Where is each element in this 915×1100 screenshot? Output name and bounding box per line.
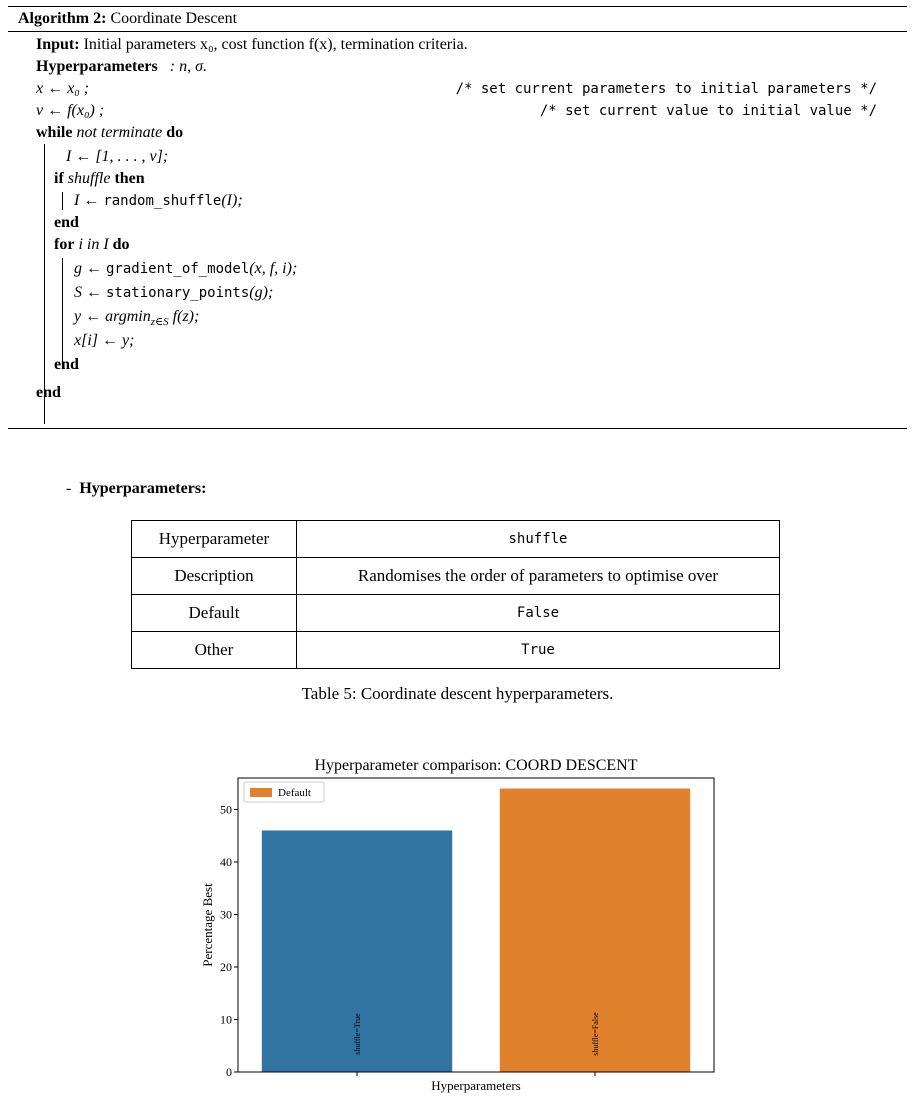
hyperparameters-table bbox=[131, 520, 780, 669]
argmin-line bbox=[74, 306, 199, 328]
shuffle-assign: I ← bbox=[74, 192, 100, 209]
bar-label: shuffle=False bbox=[591, 1012, 600, 1056]
hyperparameters-heading bbox=[66, 480, 206, 498]
y-axis-label: Percentage Best bbox=[200, 883, 215, 967]
y-tick-label: 0 bbox=[226, 1065, 232, 1079]
argmin-subscript: z∈S bbox=[150, 316, 169, 329]
heading-bullet: - bbox=[66, 480, 72, 497]
y-tick-label: 30 bbox=[220, 907, 232, 922]
for-keyword: for bbox=[54, 236, 75, 253]
stationary-line bbox=[74, 282, 273, 304]
algorithm-body bbox=[8, 32, 907, 428]
then-keyword: then bbox=[114, 170, 145, 187]
if-line bbox=[54, 168, 145, 190]
input-line bbox=[36, 34, 468, 56]
for-block-rule bbox=[62, 258, 63, 368]
while-keyword: while bbox=[36, 124, 73, 141]
table-caption: Table 5: Coordinate descent hyperparameters. bbox=[301, 684, 614, 703]
if-keyword: if bbox=[54, 170, 64, 187]
table-key: Other bbox=[132, 632, 297, 669]
stationary-function: stationary_points bbox=[106, 285, 250, 301]
table-value: True bbox=[297, 632, 780, 669]
init-x-line: x ← x₀ ; bbox=[36, 80, 90, 97]
chart-title: Hyperparameter comparison: COORD DESCENT bbox=[314, 757, 638, 774]
hyperparameters-line bbox=[36, 56, 207, 78]
shuffle-line bbox=[74, 190, 243, 212]
algorithm-label: Algorithm 2: bbox=[18, 10, 107, 27]
algorithm-title: Coordinate Descent bbox=[110, 10, 238, 27]
update-line: x[i] ← y; bbox=[74, 332, 135, 349]
if-block-rule bbox=[62, 192, 63, 210]
gradient-assign: g ← bbox=[74, 260, 102, 277]
table-key: Hyperparameter bbox=[132, 521, 297, 558]
for-condition: i in I bbox=[78, 236, 109, 253]
table-key: Default bbox=[132, 595, 297, 632]
legend-swatch bbox=[250, 788, 272, 797]
legend-label: Default bbox=[278, 787, 311, 799]
end-if: end bbox=[54, 214, 79, 231]
y-tick-label: 20 bbox=[220, 960, 232, 974]
table-value: shuffle bbox=[297, 521, 780, 558]
y-tick-label: 40 bbox=[220, 855, 232, 869]
gradient-args: (x, f, i); bbox=[249, 260, 298, 277]
shuffle-args: (I); bbox=[221, 192, 243, 209]
index-line: I ← [1, . . . , v]; bbox=[66, 148, 169, 165]
input-text: Initial parameters x₀, cost function f(x), termination criteria. bbox=[83, 36, 468, 53]
hyper-text: : n, σ. bbox=[169, 58, 207, 75]
algorithm-header bbox=[8, 7, 907, 32]
x-axis-label: Hyperparameters bbox=[431, 1078, 521, 1093]
if-condition: shuffle bbox=[67, 170, 111, 187]
end-while: end bbox=[36, 384, 61, 401]
comment-2: /* set current value to initial value */ bbox=[539, 103, 877, 119]
table-value: False bbox=[297, 595, 780, 632]
table-row bbox=[132, 521, 780, 558]
bar-chart bbox=[190, 750, 730, 1095]
do-keyword: do bbox=[166, 124, 184, 141]
heading-text: Hyperparameters: bbox=[79, 480, 207, 497]
y-tick-label: 10 bbox=[220, 1012, 232, 1027]
table-row bbox=[132, 595, 780, 632]
for-line bbox=[54, 234, 130, 256]
init-v-line: v ← f(x₀) ; bbox=[36, 102, 105, 119]
comment-1: /* set current parameters to initial parameters */ bbox=[455, 81, 877, 97]
stationary-args: (g); bbox=[249, 284, 274, 301]
table-value: Randomises the order of parameters to optimise over bbox=[297, 558, 780, 595]
while-line bbox=[36, 122, 183, 144]
hyper-label: Hyperparameters bbox=[36, 58, 158, 75]
table-row bbox=[132, 558, 780, 595]
table-row bbox=[132, 632, 780, 669]
algorithm-box bbox=[8, 6, 907, 429]
gradient-line bbox=[74, 258, 297, 280]
bar-label: shuffle=True bbox=[353, 1013, 362, 1055]
input-label: Input: bbox=[36, 36, 80, 53]
table-key: Description bbox=[132, 558, 297, 595]
for-do-keyword: do bbox=[112, 236, 130, 253]
y-tick-label: 50 bbox=[220, 802, 232, 817]
argmin-rest: f(z); bbox=[168, 308, 200, 325]
end-for: end bbox=[54, 356, 79, 373]
while-condition: not terminate bbox=[76, 124, 163, 141]
stationary-assign: S ← bbox=[74, 284, 102, 301]
argmin-assign: y ← argmin bbox=[74, 308, 151, 325]
gradient-function: gradient_of_model bbox=[106, 261, 250, 277]
shuffle-function: random_shuffle bbox=[103, 193, 222, 209]
